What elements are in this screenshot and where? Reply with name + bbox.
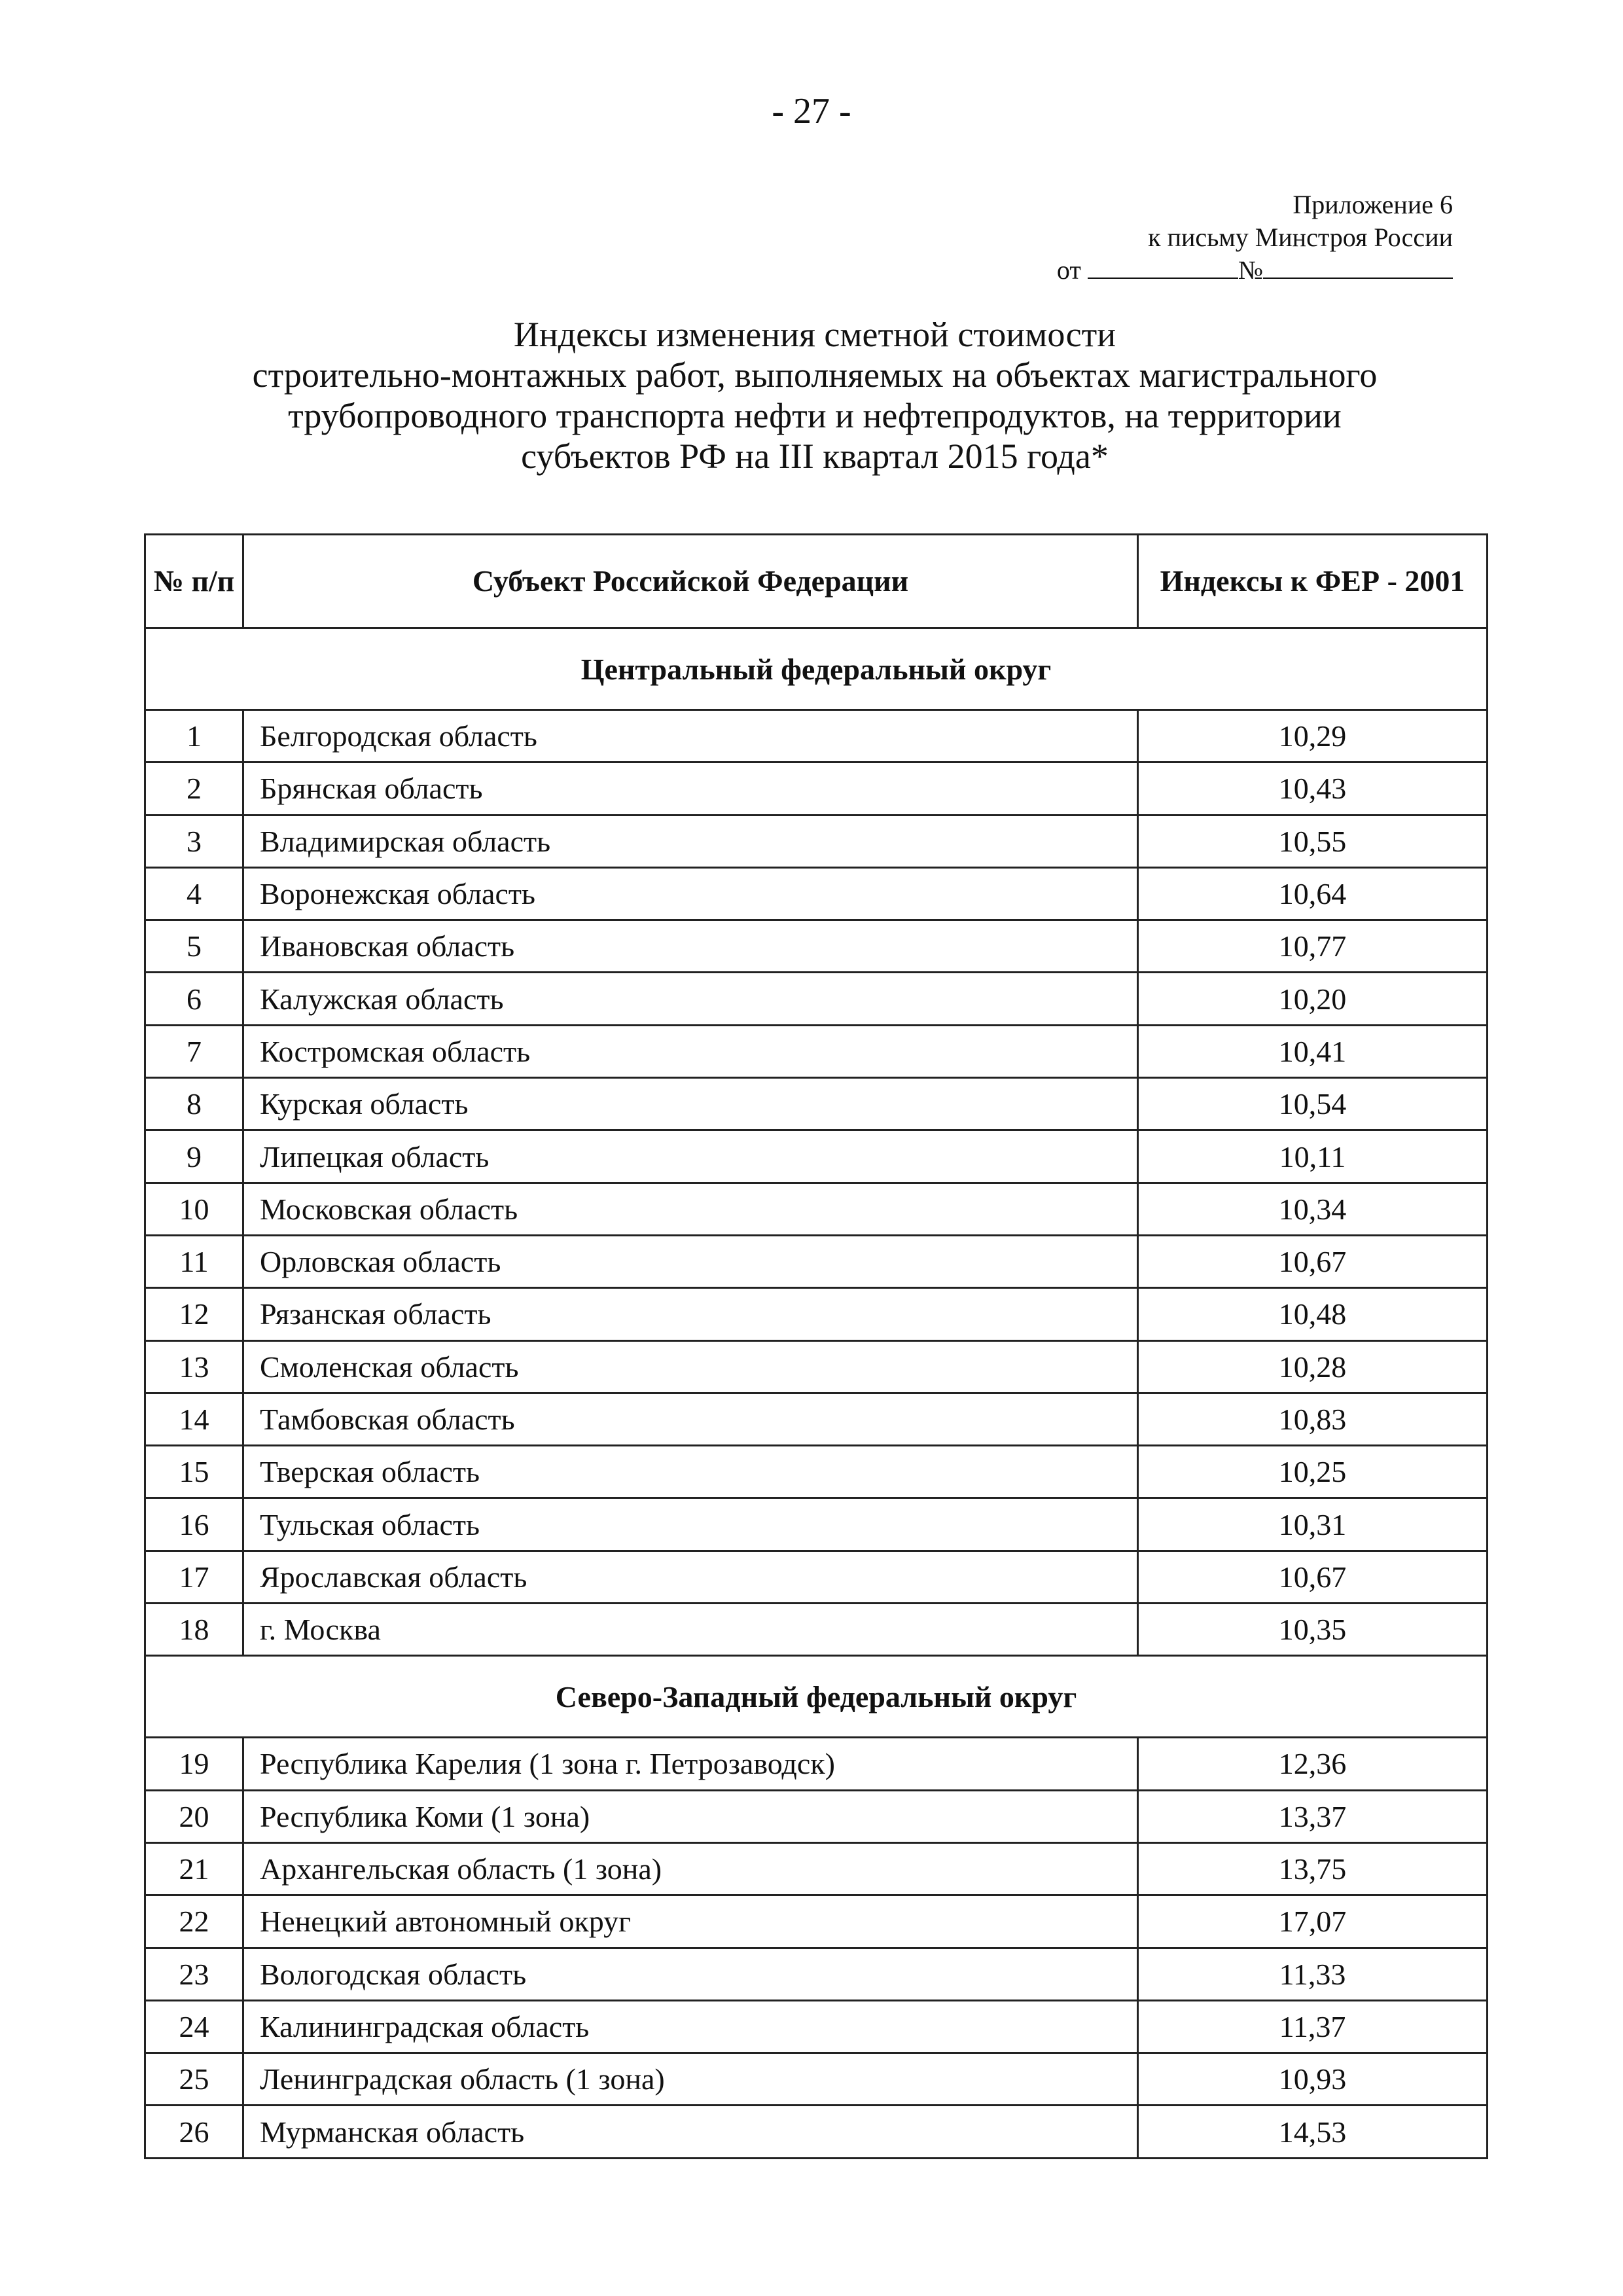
- row-number: 12: [145, 1288, 243, 1340]
- row-subject: Республика Коми (1 зона): [243, 1790, 1138, 1842]
- table-row: [145, 1551, 1488, 1603]
- row-number: 22: [145, 1895, 243, 1948]
- row-index-value: 13,75: [1138, 1842, 1488, 1895]
- row-subject: Воронежская область: [243, 867, 1138, 920]
- index-table: [144, 533, 1488, 2159]
- row-index-value: 10,11: [1138, 1130, 1488, 1183]
- appendix-date-number: [1047, 254, 1453, 287]
- date-blank: [1088, 257, 1238, 279]
- table-row: [145, 1183, 1488, 1235]
- row-index-value: 17,07: [1138, 1895, 1488, 1948]
- row-index-value: 10,64: [1138, 867, 1488, 920]
- title-line-1: Индексы изменения сметной стоимости: [513, 315, 1116, 354]
- row-number: 18: [145, 1604, 243, 1656]
- row-subject: Тверская область: [243, 1446, 1138, 1498]
- table-row: [145, 973, 1488, 1025]
- row-subject: Рязанская область: [243, 1288, 1138, 1340]
- table-row: [145, 1498, 1488, 1551]
- row-number: 19: [145, 1738, 243, 1790]
- table-row: [145, 1604, 1488, 1656]
- row-subject: Брянская область: [243, 762, 1138, 815]
- table-header-row: [145, 535, 1488, 628]
- row-number: 2: [145, 762, 243, 815]
- table-row: [145, 1340, 1488, 1393]
- row-subject: Курская область: [243, 1078, 1138, 1130]
- table-row: [145, 815, 1488, 867]
- number-label: №: [1238, 255, 1263, 285]
- row-subject: Ярославская область: [243, 1551, 1138, 1603]
- district-name: Центральный федеральный округ: [145, 628, 1488, 710]
- row-index-value: 10,67: [1138, 1235, 1488, 1287]
- row-index-value: 10,77: [1138, 920, 1488, 973]
- table-row: [145, 1790, 1488, 1842]
- row-index-value: 10,25: [1138, 1446, 1488, 1498]
- row-index-value: 10,41: [1138, 1025, 1488, 1077]
- title-line-3: трубопроводного транспорта нефти и нефтепродуктов, на территории: [288, 396, 1342, 435]
- table-row: [145, 1895, 1488, 1948]
- row-number: 14: [145, 1393, 243, 1445]
- table-row: [145, 1738, 1488, 1790]
- row-number: 3: [145, 815, 243, 867]
- row-number: 5: [145, 920, 243, 973]
- header-subject: Субъект Российской Федерации: [243, 535, 1138, 628]
- header-index: Индексы к ФЕР - 2001: [1138, 535, 1488, 628]
- row-index-value: 10,83: [1138, 1393, 1488, 1445]
- row-index-value: 10,31: [1138, 1498, 1488, 1551]
- row-index-value: 10,43: [1138, 762, 1488, 815]
- row-subject: Ненецкий автономный округ: [243, 1895, 1138, 1948]
- row-number: 8: [145, 1078, 243, 1130]
- district-row: [145, 628, 1488, 710]
- table-row: [145, 867, 1488, 920]
- row-number: 6: [145, 973, 243, 1025]
- row-index-value: 10,48: [1138, 1288, 1488, 1340]
- row-number: 9: [145, 1130, 243, 1183]
- row-index-value: 10,55: [1138, 815, 1488, 867]
- table-row: [145, 2053, 1488, 2106]
- document-title: [151, 314, 1479, 476]
- title-line-2: строительно-монтажных работ, выполняемых на объектах магистрального: [252, 355, 1378, 395]
- row-subject: Республика Карелия (1 зона г. Петрозаводск): [243, 1738, 1138, 1790]
- table-row: [145, 1948, 1488, 2000]
- row-index-value: 14,53: [1138, 2106, 1488, 2158]
- table-body: [145, 628, 1488, 2159]
- table-row: [145, 920, 1488, 973]
- row-index-value: 10,93: [1138, 2053, 1488, 2106]
- row-number: 25: [145, 2053, 243, 2106]
- row-subject: Смоленская область: [243, 1340, 1138, 1393]
- table-row: [145, 1235, 1488, 1287]
- row-subject: Костромская область: [243, 1025, 1138, 1077]
- row-index-value: 13,37: [1138, 1790, 1488, 1842]
- table-row: [145, 762, 1488, 815]
- table-row: [145, 1025, 1488, 1077]
- table-row: [145, 1078, 1488, 1130]
- appendix-title: Приложение 6: [1293, 190, 1453, 219]
- row-index-value: 10,67: [1138, 1551, 1488, 1603]
- row-number: 11: [145, 1235, 243, 1287]
- district-row: [145, 1656, 1488, 1738]
- row-index-value: 10,34: [1138, 1183, 1488, 1235]
- row-subject: Ивановская область: [243, 920, 1138, 973]
- row-subject: Тульская область: [243, 1498, 1138, 1551]
- row-index-value: 10,35: [1138, 1604, 1488, 1656]
- row-index-value: 11,33: [1138, 1948, 1488, 2000]
- table-row: [145, 1446, 1488, 1498]
- table-row: [145, 1393, 1488, 1445]
- row-subject: Тамбовская область: [243, 1393, 1138, 1445]
- table-row: [145, 2000, 1488, 2053]
- row-number: 7: [145, 1025, 243, 1077]
- row-subject: Мурманская область: [243, 2106, 1138, 2158]
- appendix-letter: к письму Минстроя России: [1148, 223, 1453, 252]
- row-subject: Калужская область: [243, 973, 1138, 1025]
- row-index-value: 11,37: [1138, 2000, 1488, 2053]
- page-number: - 27 -: [772, 91, 851, 132]
- row-number: 10: [145, 1183, 243, 1235]
- row-subject: г. Москва: [243, 1604, 1138, 1656]
- row-index-value: 10,29: [1138, 710, 1488, 762]
- row-subject: Московская область: [243, 1183, 1138, 1235]
- table-row: [145, 1288, 1488, 1340]
- row-number: 17: [145, 1551, 243, 1603]
- row-number: 15: [145, 1446, 243, 1498]
- row-number: 4: [145, 867, 243, 920]
- row-number: 23: [145, 1948, 243, 2000]
- appendix-block: [1047, 188, 1453, 287]
- row-index-value: 10,28: [1138, 1340, 1488, 1393]
- district-name: Северо-Западный федеральный округ: [145, 1656, 1488, 1738]
- row-subject: Липецкая область: [243, 1130, 1138, 1183]
- title-line-4: субъектов РФ на III квартал 2015 года*: [521, 437, 1109, 476]
- row-number: 24: [145, 2000, 243, 2053]
- row-number: 13: [145, 1340, 243, 1393]
- row-subject: Белгородская область: [243, 710, 1138, 762]
- row-subject: Архангельская область (1 зона): [243, 1842, 1138, 1895]
- row-number: 21: [145, 1842, 243, 1895]
- row-subject: Владимирская область: [243, 815, 1138, 867]
- table-row: [145, 2106, 1488, 2158]
- row-number: 1: [145, 710, 243, 762]
- row-index-value: 12,36: [1138, 1738, 1488, 1790]
- row-number: 16: [145, 1498, 243, 1551]
- header-num: № п/п: [145, 535, 243, 628]
- number-blank: [1263, 257, 1453, 279]
- table-row: [145, 710, 1488, 762]
- row-subject: Ленинградская область (1 зона): [243, 2053, 1138, 2106]
- from-label: от: [1056, 255, 1081, 285]
- row-index-value: 10,54: [1138, 1078, 1488, 1130]
- row-number: 20: [145, 1790, 243, 1842]
- row-subject: Калининградская область: [243, 2000, 1138, 2053]
- row-subject: Орловская область: [243, 1235, 1138, 1287]
- row-subject: Вологодская область: [243, 1948, 1138, 2000]
- table-row: [145, 1130, 1488, 1183]
- row-index-value: 10,20: [1138, 973, 1488, 1025]
- row-number: 26: [145, 2106, 243, 2158]
- table-row: [145, 1842, 1488, 1895]
